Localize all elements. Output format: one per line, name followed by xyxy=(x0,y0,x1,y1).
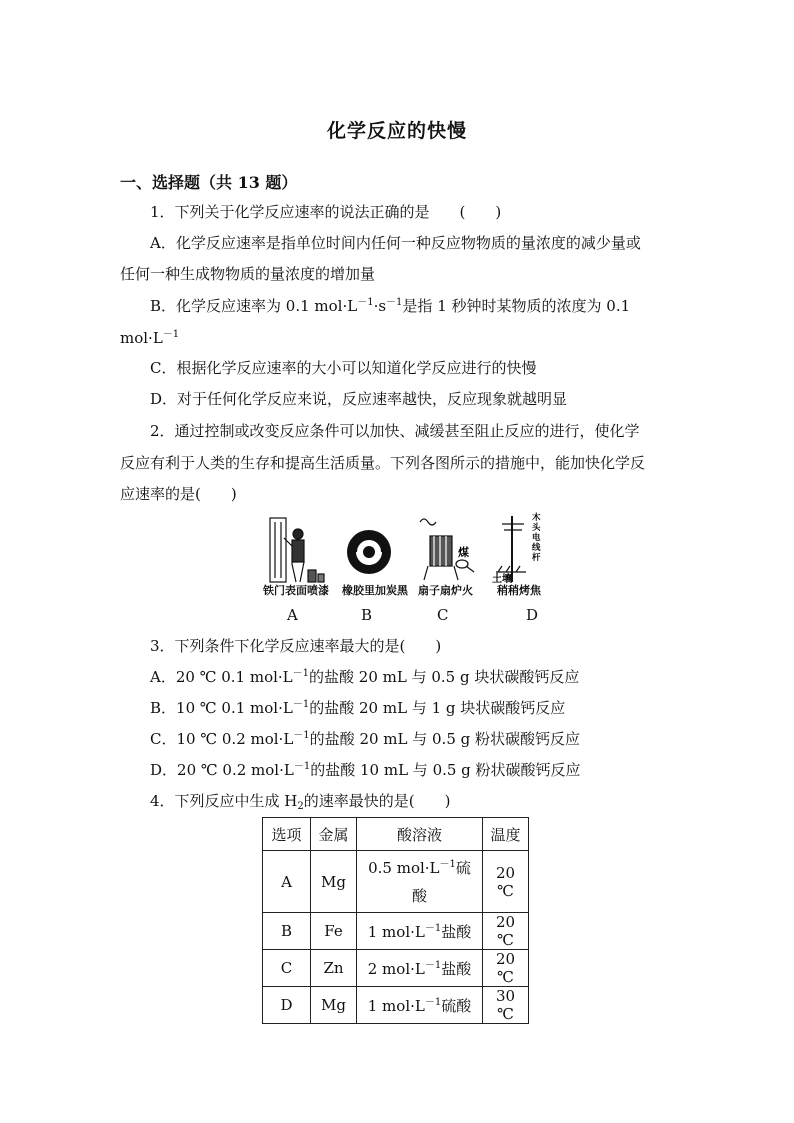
acid-sup: －1 xyxy=(424,922,442,934)
pole-label-2: 头 xyxy=(532,522,541,532)
q1-b-text: B．化学反应速率为 0.1 mol·L xyxy=(150,297,358,315)
figure-letter-b: B xyxy=(361,606,373,624)
acid-name: 盐酸 xyxy=(441,959,472,978)
q1-stem: 1．下列关于化学反应速率的说法正确的是 ( ) xyxy=(150,203,502,221)
table-header-cell: 选项 xyxy=(263,818,311,851)
q4-stem-text: 4．下列反应中生成 H xyxy=(150,792,298,810)
acid-sup: －1 xyxy=(439,858,456,870)
acid-name: 硫 xyxy=(455,858,471,877)
q3-option-b xyxy=(150,698,565,718)
table-cell: C xyxy=(263,950,311,987)
q3-b-sup: －1 xyxy=(292,699,310,710)
figure-caption-a: 铁门表面喷漆 xyxy=(263,584,329,597)
table-cell xyxy=(357,950,483,987)
table-row xyxy=(263,950,529,987)
q3-d-text: D．20 ℃ 0.2 mol·L xyxy=(150,761,294,779)
q3-c-text: C．10 ℃ 0.2 mol·L xyxy=(150,730,294,748)
acid-name: 硫酸 xyxy=(441,996,472,1015)
table-row xyxy=(263,851,529,913)
figure-letter-c: C xyxy=(437,606,449,624)
acid-sup: －1 xyxy=(424,959,442,971)
q2-stem-2: 反应有利于人类的生存和提高生活质量。下列各图所示的措施中，能加快化学反 xyxy=(120,454,646,472)
acid-name: 盐酸 xyxy=(441,922,472,941)
table-cell: B xyxy=(263,913,311,950)
coal-label: 煤 xyxy=(458,547,469,559)
q3-stem: 3．下列条件下化学反应速率最大的是( ) xyxy=(150,637,442,655)
page-title: 化学反应的快慢 xyxy=(326,120,467,142)
acid-text: 1 mol·L xyxy=(367,996,425,1015)
q1-option-b xyxy=(150,296,630,316)
q3-d-sup: －1 xyxy=(293,761,311,772)
q3-a-sup: －1 xyxy=(292,668,310,679)
q3-b-text: B．10 ℃ 0.1 mol·L xyxy=(150,699,293,717)
figure-caption-d: 稍稍烤焦 xyxy=(497,584,541,597)
table-cell: 30 ℃ xyxy=(483,987,529,1024)
q3-b-text-2: 的盐酸 20 mL 与 1 g 块状碳酸钙反应 xyxy=(309,699,566,717)
table-cell: Mg xyxy=(311,851,357,913)
table-cell xyxy=(357,987,483,1024)
q3-a-text-2: 的盐酸 20 mL 与 0.5 g 块状碳酸钙反应 xyxy=(309,668,580,686)
q3-option-c xyxy=(150,729,580,749)
table-cell: 20 ℃ xyxy=(483,851,529,913)
q1-b-sup-2: －1 xyxy=(386,297,403,308)
q4-stem-sub: 2 xyxy=(297,801,304,812)
q1-b-unit: mol·L xyxy=(120,329,163,347)
table-cell xyxy=(357,913,483,950)
q1-option-b-cont xyxy=(120,328,179,348)
table-header-cell: 酸溶液 xyxy=(357,818,483,851)
pole-label-1: 木 xyxy=(532,512,541,522)
q3-option-d xyxy=(150,760,581,780)
q4-stem xyxy=(150,791,451,811)
q4-stem-text-2: 的速率最快的是( ) xyxy=(303,792,451,810)
table-cell xyxy=(357,851,483,913)
q1-option-a: A．化学反应速率是指单位时间内任何一种反应物物质的量浓度的减少量或 xyxy=(150,234,641,252)
table-cell: 20 ℃ xyxy=(483,950,529,987)
table-header-cell: 温度 xyxy=(483,818,529,851)
pole-label-4: 线 xyxy=(532,542,541,552)
acid-text: 2 mol·L xyxy=(367,959,425,978)
table-cell: Zn xyxy=(311,950,357,987)
figure-caption-b: 橡胶里加炭黑 xyxy=(342,584,408,597)
table-row xyxy=(263,913,529,950)
tire-figure xyxy=(347,530,391,574)
acid-sup: －1 xyxy=(424,996,442,1008)
q2-stem-3: 应速率的是( ) xyxy=(120,485,237,503)
table-cell: D xyxy=(263,987,311,1024)
q1-b-unit-sup: －1 xyxy=(162,329,180,340)
figure-caption-c: 扇子扇炉火 xyxy=(418,584,473,597)
acid-name-cont: 酸 xyxy=(411,886,427,905)
q1-option-a-cont: 任何一种生成物物质的量浓度的增加量 xyxy=(120,265,376,283)
painting-door-figure xyxy=(270,518,324,582)
q3-option-a xyxy=(150,667,579,687)
q1-b-text-3: 是指 1 秒钟时某物质的浓度为 0.1 xyxy=(402,297,631,315)
section-heading: 一、选择题（共 13 题） xyxy=(120,173,298,192)
figure-letter-a: A xyxy=(287,606,298,624)
table-cell: A xyxy=(263,851,311,913)
table-cell: Fe xyxy=(311,913,357,950)
table-header-cell: 金属 xyxy=(311,818,357,851)
pole-label-5: 杆 xyxy=(532,552,541,562)
q1-option-c: C．根据化学反应速率的大小可以知道化学反应进行的快慢 xyxy=(150,359,537,377)
q3-c-sup: －1 xyxy=(293,730,310,741)
acid-text: 1 mol·L xyxy=(367,922,425,941)
pole-label-3: 电 xyxy=(532,532,541,542)
table-cell: Mg xyxy=(311,987,357,1024)
q3-c-text-2: 的盐酸 20 mL 与 0.5 g 粉状碳酸钙反应 xyxy=(309,730,581,748)
q3-d-text-2: 的盐酸 10 mL 与 0.5 g 粉状碳酸钙反应 xyxy=(310,761,581,779)
q2-stem-1: 2．通过控制或改变反应条件可以加快、减缓甚至阻止反应的进行，使化学 xyxy=(150,422,640,440)
q1-b-text-2: ·s xyxy=(373,297,387,315)
figure-letter-d: D xyxy=(526,606,539,624)
soil-label: 土壤 xyxy=(492,574,512,585)
wooden-pole-figure xyxy=(496,516,526,582)
q3-a-text: A．20 ℃ 0.1 mol·L xyxy=(150,668,293,686)
acid-text: 0.5 mol·L xyxy=(368,858,440,877)
table-header-row xyxy=(263,818,529,851)
q4-table xyxy=(262,817,529,1024)
table-cell: 20 ℃ xyxy=(483,913,529,950)
table-row xyxy=(263,987,529,1024)
q1-b-sup: －1 xyxy=(357,297,374,308)
q1-option-d: D．对于任何化学反应来说，反应速率越快，反应现象就越明显 xyxy=(150,390,568,408)
